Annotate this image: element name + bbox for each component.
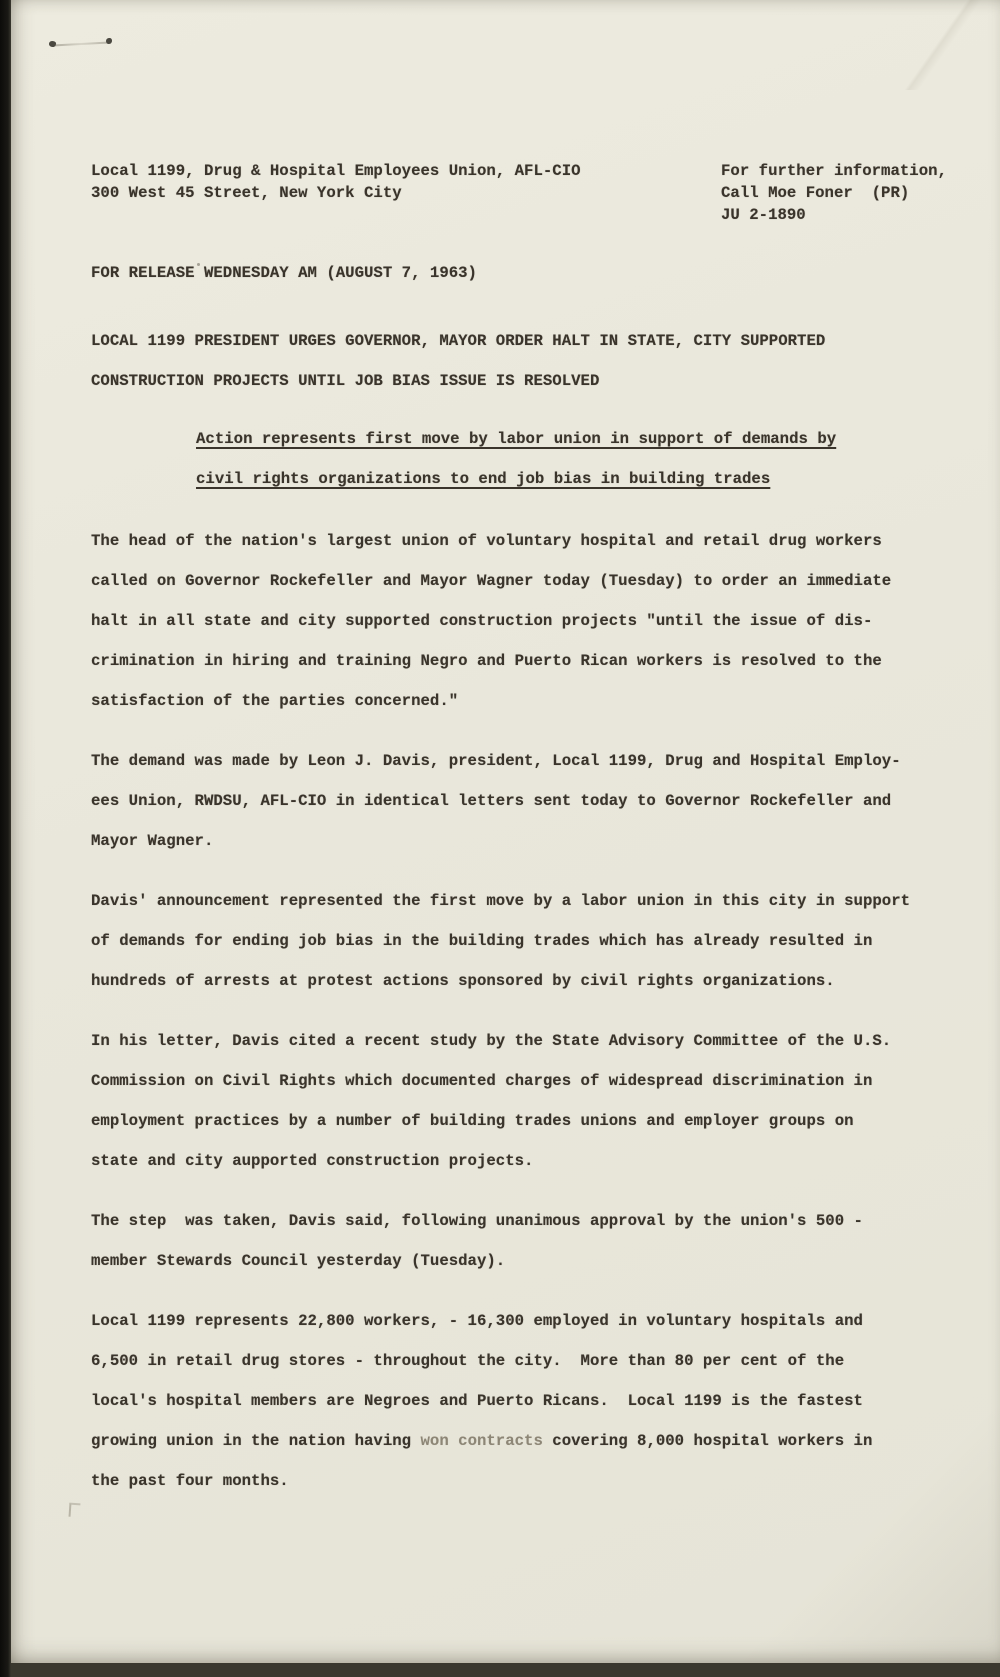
- body-line: 6,500 in retail drug stores - throughout the city. More than 80 per cent of the: [91, 1352, 845, 1370]
- paragraph: [91, 881, 940, 1001]
- body-line: hundreds of arrests at protest actions sponsored by civil rights organizations.: [91, 972, 835, 990]
- body-line: member Stewards Council yesterday (Tuesday).: [91, 1252, 506, 1270]
- body-line: employment practices by a number of building trades unions and employer groups on: [91, 1112, 854, 1130]
- contact-info: [721, 160, 947, 226]
- paragraph: [91, 521, 940, 721]
- body-line: The head of the nation's largest union of voluntary hospital and retail drug workers: [91, 532, 882, 550]
- contact-name: Call Moe Foner (PR): [721, 184, 910, 202]
- body-line: Davis' announcement represented the first move by a labor union in this city in support: [91, 892, 911, 910]
- pen-mark-line: [55, 42, 107, 46]
- body-line: crimination in hiring and training Negro and Puerto Rican workers is resolved to the: [91, 652, 882, 670]
- faded-text-segment: won contracts: [420, 1432, 543, 1450]
- headline-line: LOCAL 1199 PRESIDENT URGES GOVERNOR, MAYOR ORDER HALT IN STATE, CITY SUPPORTED: [91, 332, 826, 350]
- org-address: 300 West 45 Street, New York City: [91, 184, 402, 202]
- body-line: halt in all state and city supported construction projects "until the issue of dis-: [91, 612, 873, 630]
- body-line: Local 1199 represents 22,800 workers, - 16,300 employed in voluntary hospitals and: [91, 1312, 863, 1330]
- body-line: [91, 1421, 940, 1461]
- body-line-segment: covering 8,000 hospital workers in: [542, 1432, 873, 1450]
- subhead-line: Action represents first move by labor union in support of demands by: [196, 430, 837, 448]
- body-line: The demand was made by Leon J. Davis, president, Local 1199, Drug and Hospital Employ-: [91, 752, 901, 770]
- paragraph: [91, 1301, 940, 1501]
- letterhead-address: [91, 160, 581, 204]
- body-line: In his letter, Davis cited a recent study by the State Advisory Committee of the U.S.: [91, 1032, 892, 1050]
- body-line: the past four months.: [91, 1472, 289, 1490]
- body-line: local's hospital members are Negroes and Puerto Ricans. Local 1199 is the fastest: [91, 1392, 863, 1410]
- body-text: [91, 521, 940, 1501]
- body-line-segment: growing union in the nation having: [91, 1432, 421, 1450]
- contact-line: For further information,: [721, 162, 947, 180]
- body-line: of demands for ending job bias in the building trades which has already resulted in: [91, 932, 873, 950]
- body-line: satisfaction of the parties concerned.": [91, 692, 459, 710]
- body-line: The step was taken, Davis said, following unanimous approval by the union's 500 -: [91, 1212, 863, 1230]
- body-line: Mayor Wagner.: [91, 832, 214, 850]
- subhead-line: civil rights organizations to end job bias in building trades: [196, 470, 771, 488]
- body-line: Commission on Civil Rights which documented charges of widespread discrimination in: [91, 1072, 873, 1090]
- paragraph: [91, 1021, 940, 1181]
- subhead: [196, 419, 836, 499]
- document-page: [11, 0, 1000, 1663]
- headline-line: CONSTRUCTION PROJECTS UNTIL JOB BIAS ISSUE IS RESOLVED: [91, 372, 600, 390]
- body-line: state and city aupported construction projects.: [91, 1152, 534, 1170]
- paragraph: [91, 1201, 940, 1281]
- body-line: ees Union, RWDSU, AFL-CIO in identical letters sent today to Governor Rockefeller and: [91, 792, 892, 810]
- paper-crease: [850, 0, 1000, 90]
- body-line: called on Governor Rockefeller and Mayor Wagner today (Tuesday) to order an immediate: [91, 572, 892, 590]
- contact-phone: JU 2-1890: [721, 206, 806, 224]
- release-date-line: FOR RELEASE WEDNESDAY AM (AUGUST 7, 1963): [91, 264, 477, 282]
- paragraph: [91, 741, 940, 861]
- smudge-mark: [69, 1503, 81, 1518]
- headline: [91, 321, 825, 401]
- org-name: Local 1199, Drug & Hospital Employees Union, AFL-CIO: [91, 162, 581, 180]
